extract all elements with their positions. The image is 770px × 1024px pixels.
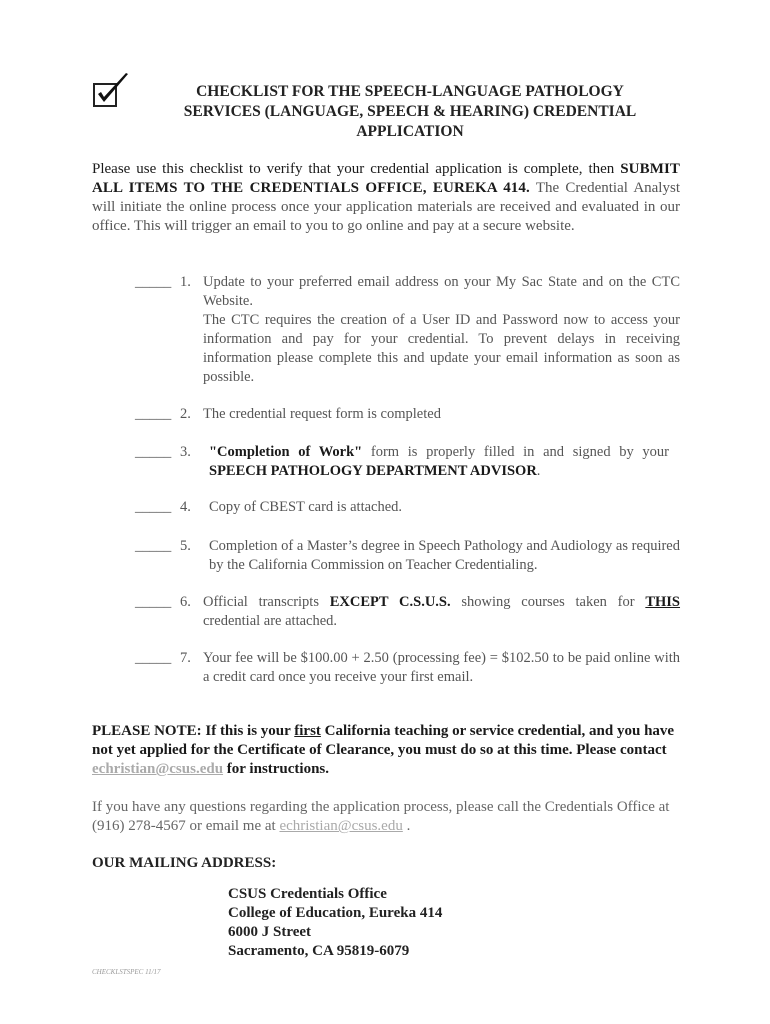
checkbox-blank: _____: [135, 499, 172, 515]
item-number: 5.: [180, 538, 191, 554]
checkbox-blank: _____: [135, 444, 172, 460]
checkbox-blank: _____: [135, 594, 172, 610]
item-text: Update to your preferred email address on your My Sac State and on the CTC Website. The CTC requires the creation of a User ID and Password now to access your information and pay for your credential. To prevent delays in receiving information please complete this and update your email information as soon as possible.: [203, 274, 680, 385]
item-number: 7.: [180, 650, 191, 666]
intro-lead: Please use this checklist to verify that your credential application is complete, then: [92, 161, 615, 177]
questions-paragraph: If you have any questions regarding the application process, please call the Credentials Office at (916) 278-4567 or email me at echristian@csus.edu .: [92, 799, 670, 834]
email-link[interactable]: echristian@csus.edu: [279, 818, 403, 834]
item-text: The credential request form is completed: [203, 406, 441, 422]
item-text: Your fee will be $100.00 + 2.50 (processing fee) = $102.50 to be paid online with a credit card once you receive your first email.: [203, 650, 680, 685]
intro-rest: The Credential Analyst will initiate the online process once your application materials are received and evaluated in our office. This will trigger an email to you to go online and pay at a secure website.: [92, 180, 680, 234]
intro-bold: SUBMIT ALL ITEMS TO THE CREDENTIALS OFFICE, EUREKA 414.: [92, 161, 680, 196]
item-text: Completion of a Master’s degree in Speech Pathology and Audiology as required by the California Commission on Teacher Credentialing.: [209, 538, 680, 573]
item-number: 4.: [180, 499, 191, 515]
mailing-address: CSUS Credentials Office College of Education, Eureka 414 6000 J Street Sacramento, CA 95819-6079: [228, 886, 443, 959]
checkbox-blank: _____: [135, 406, 172, 422]
intro-paragraph: [92, 160, 680, 236]
item-number: 6.: [180, 594, 191, 610]
footer-code: CHECKLSTSPEC 11/17: [92, 968, 161, 976]
checkbox-blank: _____: [135, 274, 172, 290]
item-text: "Completion of Work" form is properly filled in and signed by your SPEECH PATHOLOGY DEPARTMENT ADVISOR.: [209, 444, 669, 479]
please-note: PLEASE NOTE: If this is your first California teaching or service credential, and you have not yet applied for the Certificate of Clearance, you must do so at this time. Please contact echristian@csus.edu for instructions.: [92, 723, 675, 777]
item-text: Official transcripts EXCEPT C.S.U.S. showing courses taken for THIS credential are attached.: [203, 594, 681, 629]
item-number: 1.: [180, 274, 191, 290]
checkbox-blank: _____: [135, 650, 172, 666]
checked-box-icon: [92, 70, 132, 110]
email-link[interactable]: echristian@csus.edu: [92, 761, 224, 777]
checkbox-blank: _____: [135, 538, 172, 554]
item-text: Copy of CBEST card is attached.: [209, 499, 403, 515]
mailing-heading: OUR MAILING ADDRESS:: [92, 855, 277, 871]
item-number: 2.: [180, 406, 191, 422]
item-number: 3.: [180, 444, 191, 460]
page-title: CHECKLIST FOR THE SPEECH-LANGUAGE PATHOLOGY SERVICES (LANGUAGE, SPEECH & HEARING) CREDENTIAL APPLICATION: [183, 83, 637, 140]
